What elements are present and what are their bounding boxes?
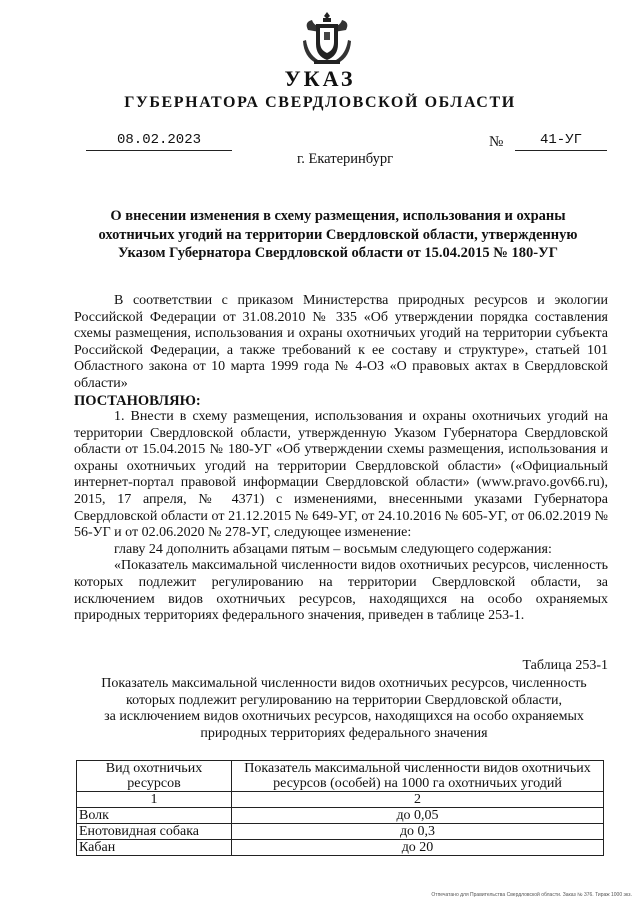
document-subtitle: ГУБЕРНАТОРА СВЕРДЛОВСКОЙ ОБЛАСТИ (124, 94, 516, 111)
postanovlyayu-heading: ПОСТАНОВЛЯЮ: (74, 393, 201, 409)
decree-body (74, 409, 608, 625)
header-cell-species: Вид охотничьих ресурсов (77, 761, 232, 792)
coat-of-arms-icon (302, 10, 352, 66)
header-cell-indicator: Показатель максимальной численности видов охотничьих ресурсов (особей) на 1000 га охотничьих угодий (232, 761, 604, 792)
column-number-cell: 1 (77, 792, 232, 808)
table-number-row (77, 792, 604, 808)
table-row (77, 824, 604, 840)
print-footer: Отпечатано для Правительства Свердловской области. Заказ № 376. Тираж 1000 экз. (431, 892, 632, 898)
item-1-sub-paragraph: главу 24 дополнить абзацами пятым – восьмым следующего содержания: (114, 541, 552, 557)
column-number-cell: 2 (232, 792, 604, 808)
species-cell: Волк (77, 808, 232, 824)
table-title-line: которых подлежит регулированию на территории Свердловской области, (126, 692, 562, 708)
table-row (77, 808, 604, 824)
document-date: 08.02.2023 (116, 132, 201, 148)
quote-paragraph: «Показатель максимальной численности видов охотничьих ресурсов, численность которых подлежит регулированию на территории Свердловской области, за исключением видов охотничьих ресурсов, находящихся на особо охраняемых природных территориях федерального значения, приведен в таблице 253-1. (74, 558, 608, 624)
value-cell: до 0,3 (232, 824, 604, 840)
table-title (64, 676, 624, 742)
species-cell: Енотовидная собака (77, 824, 232, 840)
table-row (77, 840, 604, 856)
item-1-paragraph: 1. Внести в схему размещения, использования и охраны охотничьих угодий на территории Свердловской области, утвержденную Указом Губернатора Свердловской области от 15.04.2015 № 180-УГ «Об утверждении схемы размещения, использования и охраны охотничьих угодий на территории Свердловской области» («Официальный интернет-портал правовой информации Свердловской области» (www.pravo.gov66.ru), 2015, 17 апреля, № 4371) с изменениями, внесенными указами Губернатора Свердловской области от 21.12.2015 № 649-УГ, от 24.10.2016 № 605-УГ, от 06.02.2019 № 56-УГ и от 02.06.2020 № 278-УГ, следующее изменение: (74, 409, 608, 541)
number-sign: № (489, 134, 504, 150)
document-number: 41-УГ (539, 132, 582, 148)
table-title-line: Показатель максимальной численности видов охотничьих ресурсов, численность (101, 676, 587, 691)
city: г. Екатеринбург (296, 151, 394, 167)
value-cell: до 0,05 (232, 808, 604, 824)
document-title: УКАЗ (284, 66, 356, 91)
table-label: Таблица 253-1 (522, 658, 608, 673)
preamble-paragraph: В соответствии с приказом Министерства природных ресурсов и экологии Российской Федерации от 31.08.2010 № 335 «Об утверждении порядка составления схемы размещения, использования и охраны охотничьих угодий на территории субъекта Российской Федерации, а также требований к ее составу и структуре», статьей 101 Областного закона от 10 марта 1999 года № 4-ОЗ «О правовых актах в Свердловской области» (74, 293, 608, 391)
hunting-resources-table (76, 760, 604, 856)
table-title-line: природных территориях федерального значения (200, 725, 488, 741)
table-header-row (77, 761, 604, 792)
species-cell: Кабан (77, 840, 232, 856)
document-heading: О внесении изменения в схему размещения, использования и охраны охотничьих угодий на территории Свердловской области, утвержденную Указом Губернатора Свердловской области от 15.04.2015 № 180-УГ (98, 208, 578, 261)
preamble-block (74, 293, 608, 393)
value-cell: до 20 (232, 840, 604, 856)
table-title-line: за исключением видов охотничьих ресурсов, находящихся на особо охраняемых (104, 709, 584, 724)
